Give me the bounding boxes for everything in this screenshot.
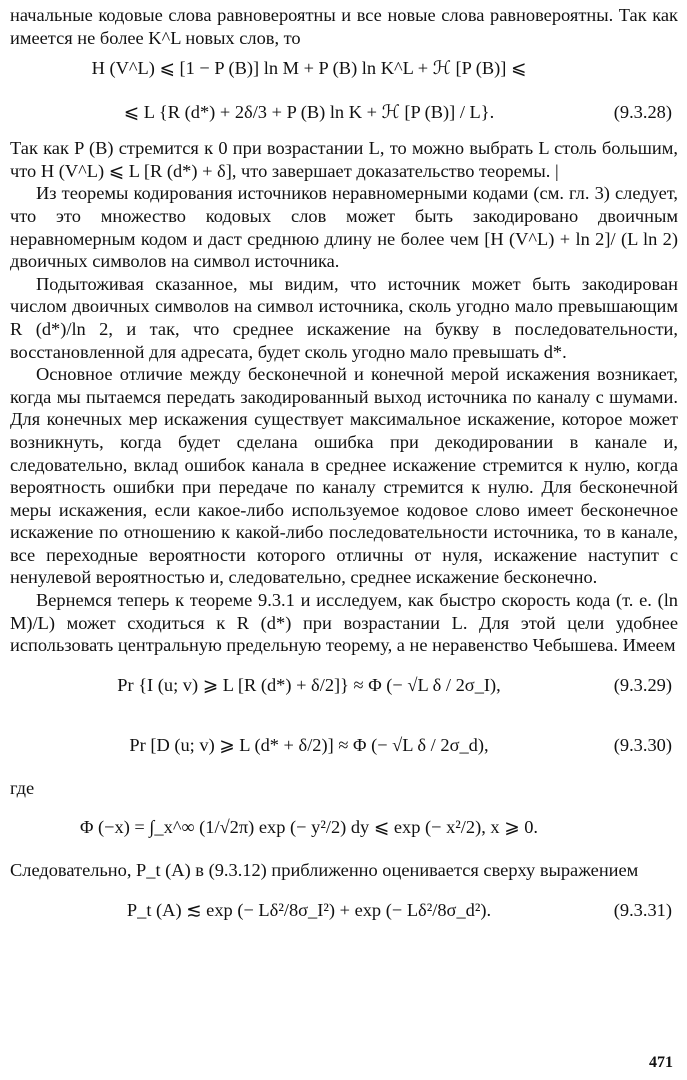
- equation: [10, 717, 678, 777]
- equation-number: (9.3.28): [613, 102, 672, 123]
- equation-body: Φ (−x) = ∫_x^∞ (1/√2π) exp (− y²/2) dy ⩽ exp (− x²/2), x ⩾ 0.: [79, 817, 539, 838]
- equation-number: (9.3.29): [613, 674, 672, 695]
- equation-body: P_t (A) ≲ exp (− Lδ²/8σ_I²) + exp (− Lδ²/8σ_d²).: [126, 900, 492, 921]
- equation: [10, 657, 678, 717]
- equation-number: (9.3.30): [613, 734, 672, 755]
- paragraph: начальные кодовые слова равновероятны и все новые слова равновероятны. Так как имеется не более K^L новых слов, то: [10, 5, 678, 48]
- equation: [10, 799, 678, 859]
- equation: [10, 49, 678, 93]
- paragraph: Из теоремы кодирования источников неравномерными кодами (см. гл. 3) следует, что это множество кодовых слов может быть закодировано двоичным неравномерным кодом и даст среднюю длину не более чем [H (V^L) + ln 2]/ (L ln 2) двоичных символов на символ источника.: [10, 183, 678, 272]
- equation-body: Pr [D (u; v) ⩾ L (d* + δ/2)] ≈ Φ (− √L δ / 2σ_d),: [129, 734, 489, 755]
- equation-number: (9.3.31): [613, 900, 672, 921]
- equation: [10, 882, 678, 942]
- equation-body: Pr {I (u; v) ⩾ L [R (d*) + δ/2]} ≈ Φ (− √L δ / 2σ_I),: [117, 674, 501, 695]
- page-number: 471: [649, 1054, 673, 1071]
- paragraph: Основное отличие между бесконечной и конечной мерой искажения возникает, когда мы пытаемся передать закодированный выход источника по каналу с шумами. Для конечных мер искажения существует максимальное искажение, которое может возникнуть, когда будет сделана ошибка при декодировании в канале и, следовательно, вклад ошибок канала в среднее искажение стремится к нулю, когда вероятность ошибки при передаче по каналу стремится к нулю. Для бесконечной меры искажения, если какое-либо используемое кодовое слово имеет бесконечное искажение по отношению к какой-либо последовательности источника, то в канале, все переходные вероятности которого отличны от нуля, искажение наступит с ненулевой вероятностью и, следовательно, среднее искажение бесконечно.: [10, 364, 678, 588]
- paragraph: Так как P (B) стремится к 0 при возрастании L, то можно выбрать L столь большим, что H (V^L) ⩽ L [R (d*) + δ], что завершает доказательство теоремы. |: [10, 138, 678, 181]
- equation-body: ⩽ L {R (d*) + 2δ/3 + P (B) ln K + ℋ [P (B)] / L}.: [123, 102, 495, 123]
- page-text: [10, 4, 678, 942]
- paragraph: Вернемся теперь к теореме 9.3.1 и исследуем, как быстро скорость кода (т. е. (ln M)/L) может сходиться к R (d*) при возрастании L. Для этой цели удобнее использовать центральную предельную теорему, а не неравенство Чебышева. Имеем: [10, 590, 678, 656]
- paragraph: Подытоживая сказанное, мы видим, что источник может быть закодирован числом двоичных символов на символ источника, сколь угодно мало превышающим R (d*)/ln 2, и так, что среднее искажение на букву в последовательности, восстановленной для адресата, будет сколь угодно мало превышать d*.: [10, 273, 678, 362]
- equation-body: H (V^L) ⩽ [1 − P (B)] ln M + P (B) ln K^L + ℋ [P (B)] ⩽: [91, 58, 527, 79]
- paragraph: Следовательно, P_t (A) в (9.3.12) приближенно оценивается сверху выражением: [10, 860, 639, 881]
- equation: [10, 93, 678, 137]
- paragraph: где: [10, 777, 35, 798]
